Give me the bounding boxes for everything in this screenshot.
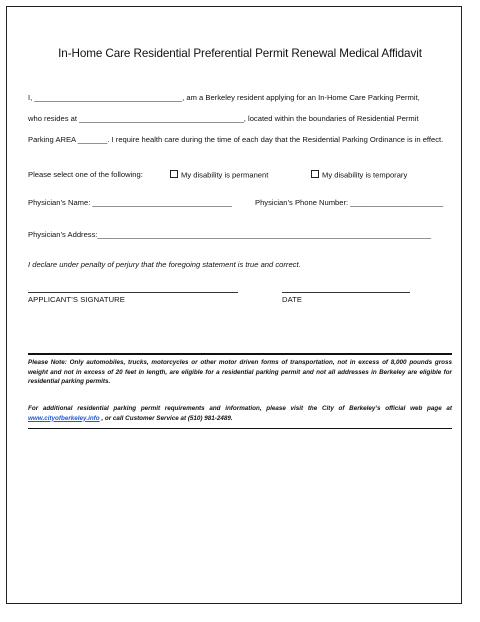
physician-address-field[interactable]: Physician’s Address:_______________________________________________________________________________ xyxy=(28,230,432,239)
permanent-checkbox[interactable] xyxy=(170,170,178,178)
note-additional-prefix: For additional residential parking permit requirements and information, please visit the City of Berkeley’s official web page at xyxy=(28,405,452,412)
page-title: In-Home Care Residential Preferential Permit Renewal Medical Affidavit xyxy=(58,47,422,60)
physician-name-field[interactable]: Physician’s Name: _________________________________ xyxy=(28,198,232,207)
address-line xyxy=(28,114,419,124)
date-label: DATE xyxy=(282,295,303,304)
option-temporary[interactable] xyxy=(311,170,407,181)
date-line[interactable] xyxy=(282,292,410,293)
name-field[interactable]: ___________________________________ xyxy=(34,93,183,102)
name-line xyxy=(28,93,420,103)
area-statement: Parking AREA _______. I require health care during the time of each day that the Residential Parking Ordinance is in effect. xyxy=(28,135,444,144)
notes-top-rule xyxy=(28,353,452,355)
declaration-text: I declare under penalty of perjury that the foregoing statement is true and correct. xyxy=(28,260,301,269)
option-temporary-label: My disability is temporary xyxy=(322,170,408,180)
option-permanent[interactable] xyxy=(170,170,268,181)
notes-bottom-rule xyxy=(28,428,452,429)
physician-phone-field[interactable]: Physician’s Phone Number: ______________________ xyxy=(255,198,444,207)
select-prompt: Please select one of the following: xyxy=(28,170,143,179)
address-suffix: , located within the boundaries of Residential Permit xyxy=(243,114,419,123)
name-suffix: , am a Berkeley resident applying for an In-Home Care Parking Permit, xyxy=(182,93,420,102)
note-vehicle-eligibility: Please Note: Only automobiles, trucks, motorcycles or other motor driven forms of transportation, not in excess of 8,000 pounds gross weight and not in excess of 20 feet in length, are eligible for a residential parking permit and not all addresses in Berkeley are eligible for residential parking permits. xyxy=(28,359,452,385)
address-prefix: who resides at xyxy=(28,114,80,123)
note-additional-info xyxy=(28,404,452,423)
note-additional-suffix: , or call Customer Service at (510) 981-2489. xyxy=(99,414,233,422)
city-website-link[interactable]: www.cityofberkeley.info xyxy=(28,414,100,422)
name-prefix: I, xyxy=(28,93,35,102)
option-permanent-label: My disability is permanent xyxy=(181,170,269,180)
residence-address-field[interactable]: _______________________________________ xyxy=(79,114,244,123)
signature-line[interactable] xyxy=(28,292,238,293)
temporary-checkbox[interactable] xyxy=(311,170,319,178)
signature-label: APPLICANT’S SIGNATURE xyxy=(28,295,125,304)
